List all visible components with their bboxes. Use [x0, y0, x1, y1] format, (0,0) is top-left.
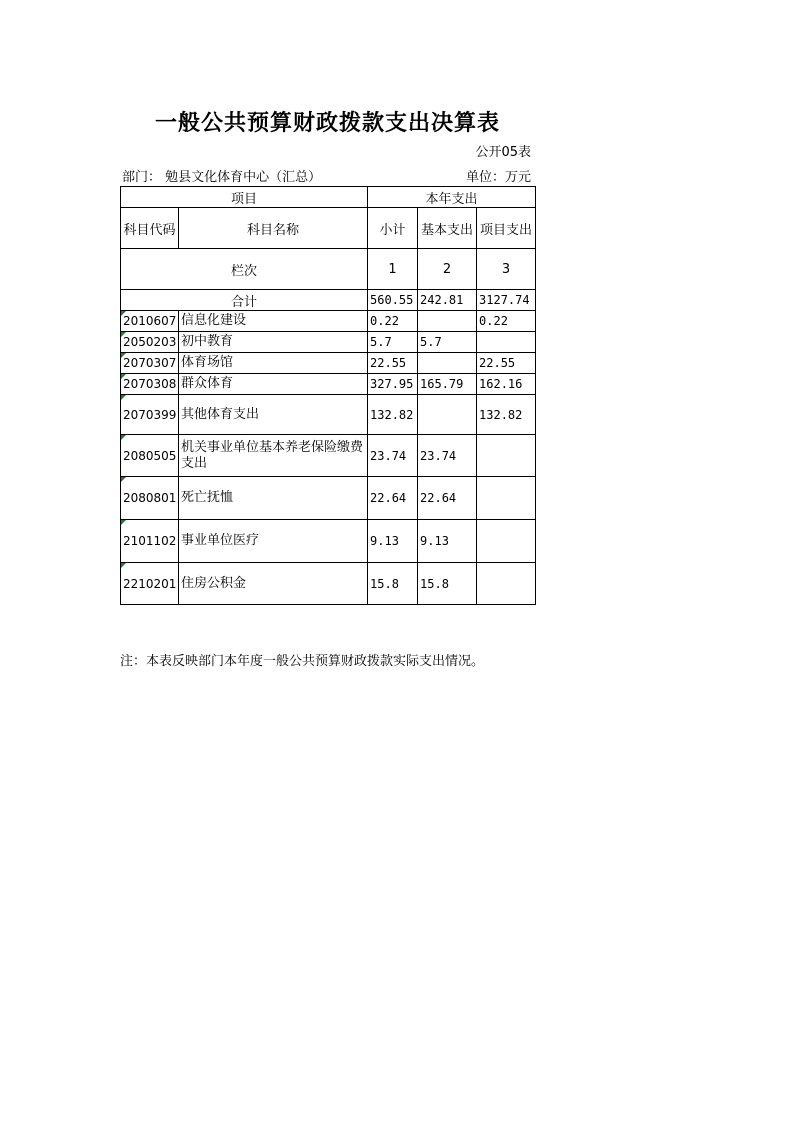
row-code: 2050203: [121, 332, 179, 353]
header-col-2: 2: [418, 249, 477, 290]
row-basic: 165.79: [418, 374, 477, 395]
page-title: 一般公共预算财政拨款支出决算表: [154, 111, 500, 136]
row-project: [477, 563, 536, 605]
row-code: 2080505: [121, 435, 179, 477]
table-note: 注：本表反映部门本年度一般公共预算财政拨款实际支出情况。: [120, 654, 485, 669]
header-col-3: 3: [477, 249, 536, 290]
row-name: 其他体育支出: [179, 395, 368, 435]
row-project: [477, 477, 536, 520]
row-project: [477, 520, 536, 563]
row-basic: 5.7: [418, 332, 477, 353]
table-row: [121, 332, 536, 353]
row-project: [477, 435, 536, 477]
row-subtotal: 132.82: [368, 395, 418, 435]
row-subtotal: 5.7: [368, 332, 418, 353]
row-code: 2210201: [121, 563, 179, 605]
form-number: 公开05表: [475, 145, 531, 160]
header-col-1: 1: [368, 249, 418, 290]
total-label: 合计: [121, 290, 368, 311]
row-name: 信息化建设: [179, 311, 368, 332]
total-subtotal: 560.55: [368, 290, 418, 311]
row-name: 体育场馆: [179, 353, 368, 374]
header-current-year-expense: 本年支出: [368, 187, 536, 208]
row-name: 机关事业单位基本养老保险缴费支出: [179, 435, 368, 477]
table-row: [121, 353, 536, 374]
row-project: 162.16: [477, 374, 536, 395]
total-project: 3127.74: [477, 290, 536, 311]
total-basic: 242.81: [418, 290, 477, 311]
header-subject-name: 科目名称: [179, 208, 368, 249]
row-code: 2070399: [121, 395, 179, 435]
row-code: 2080801: [121, 477, 179, 520]
header-column-order: 栏次: [121, 249, 368, 290]
row-project: [477, 332, 536, 353]
row-project: 22.55: [477, 353, 536, 374]
header-basic-expense: 基本支出: [418, 208, 477, 249]
row-code: 2101102: [121, 520, 179, 563]
row-subtotal: 22.64: [368, 477, 418, 520]
table-row: [121, 395, 536, 435]
header-project-expense: 项目支出: [477, 208, 536, 249]
row-subtotal: 23.74: [368, 435, 418, 477]
row-name: 住房公积金: [179, 563, 368, 605]
table-row: [121, 477, 536, 520]
row-code: 2070307: [121, 353, 179, 374]
header-subtotal: 小计: [368, 208, 418, 249]
row-basic: [418, 395, 477, 435]
row-basic: 23.74: [418, 435, 477, 477]
expense-table: [120, 186, 536, 605]
row-basic: 22.64: [418, 477, 477, 520]
row-code: 2070308: [121, 374, 179, 395]
row-basic: 9.13: [418, 520, 477, 563]
row-project: 0.22: [477, 311, 536, 332]
table-row: [121, 563, 536, 605]
row-project: 132.82: [477, 395, 536, 435]
row-name: 事业单位医疗: [179, 520, 368, 563]
row-subtotal: 0.22: [368, 311, 418, 332]
row-name: 群众体育: [179, 374, 368, 395]
row-subtotal: 15.8: [368, 563, 418, 605]
row-name: 初中教育: [179, 332, 368, 353]
row-subtotal: 327.95: [368, 374, 418, 395]
row-code: 2010607: [121, 311, 179, 332]
row-basic: 15.8: [418, 563, 477, 605]
row-name: 死亡抚恤: [179, 477, 368, 520]
row-subtotal: 9.13: [368, 520, 418, 563]
header-subject-code: 科目代码: [121, 208, 179, 249]
department-label: 部门： 勉县文化体育中心（汇总）: [122, 170, 322, 185]
table-row: [121, 311, 536, 332]
table-row: [121, 435, 536, 477]
header-project: 项目: [121, 187, 368, 208]
row-basic: [418, 353, 477, 374]
table-row: [121, 520, 536, 563]
row-subtotal: 22.55: [368, 353, 418, 374]
table-row: [121, 374, 536, 395]
unit-label: 单位：万元: [465, 170, 531, 185]
row-basic: [418, 311, 477, 332]
